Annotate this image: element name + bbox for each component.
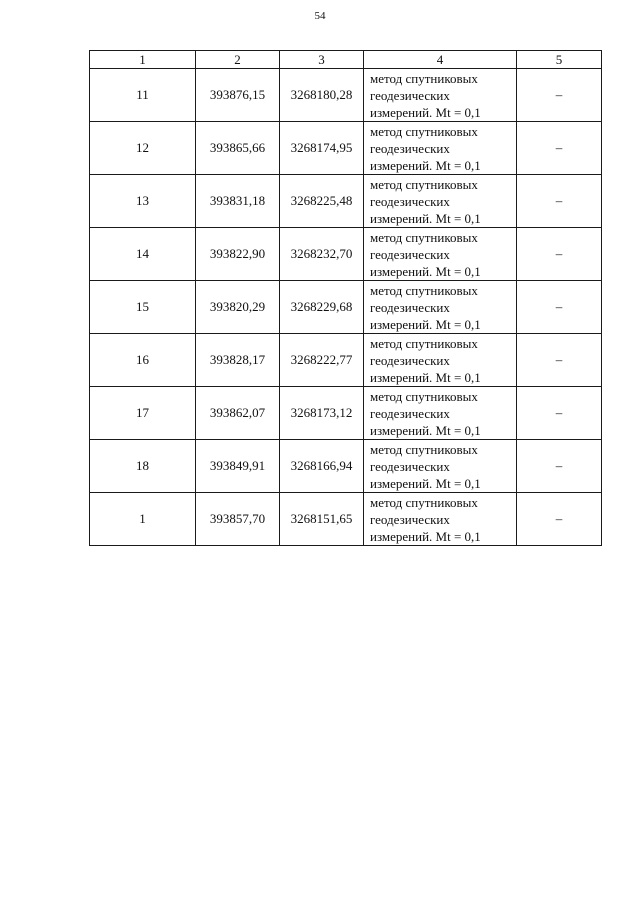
coordinate-y: 3268225,48 xyxy=(280,175,364,228)
point-number: 11 xyxy=(90,69,196,122)
point-number: 15 xyxy=(90,281,196,334)
page-number: 54 xyxy=(314,10,326,22)
col5-value: – xyxy=(517,440,602,493)
method-line-3: измерений. Mt = 0,1 xyxy=(370,369,481,385)
method-description xyxy=(364,281,517,334)
method-line-3: измерений. Mt = 0,1 xyxy=(370,263,481,279)
coordinate-x: 393865,66 xyxy=(196,122,280,175)
table-row xyxy=(90,228,602,281)
point-number: 1 xyxy=(90,493,196,546)
coordinate-y: 3268174,95 xyxy=(280,122,364,175)
method-line-1: метод спутниковых xyxy=(370,494,478,510)
method-line-1: метод спутниковых xyxy=(370,282,478,298)
method-line-2: геодезических xyxy=(370,299,450,315)
table-row xyxy=(90,440,602,493)
method-line-2: геодезических xyxy=(370,140,450,156)
coordinate-y: 3268232,70 xyxy=(280,228,364,281)
coordinate-x: 393849,91 xyxy=(196,440,280,493)
table-row xyxy=(90,69,602,122)
method-description xyxy=(364,175,517,228)
coordinate-x: 393831,18 xyxy=(196,175,280,228)
coordinate-x: 393820,29 xyxy=(196,281,280,334)
method-line-1: метод спутниковых xyxy=(370,229,478,245)
col5-value: – xyxy=(517,334,602,387)
table-row xyxy=(90,493,602,546)
point-number: 13 xyxy=(90,175,196,228)
header-col-2: 2 xyxy=(196,51,280,69)
method-description xyxy=(364,493,517,546)
coordinate-x: 393862,07 xyxy=(196,387,280,440)
method-line-3: измерений. Mt = 0,1 xyxy=(370,104,481,120)
method-description xyxy=(364,122,517,175)
method-line-1: метод спутниковых xyxy=(370,70,478,86)
table-row xyxy=(90,334,602,387)
method-description xyxy=(364,387,517,440)
method-line-3: измерений. Mt = 0,1 xyxy=(370,422,481,438)
coordinate-y: 3268166,94 xyxy=(280,440,364,493)
method-line-2: геодезических xyxy=(370,246,450,262)
col5-value: – xyxy=(517,281,602,334)
method-line-2: геодезических xyxy=(370,511,450,527)
method-line-3: измерений. Mt = 0,1 xyxy=(370,316,481,332)
coordinate-y: 3268229,68 xyxy=(280,281,364,334)
method-line-1: метод спутниковых xyxy=(370,388,478,404)
table-header xyxy=(90,51,602,69)
method-line-2: геодезических xyxy=(370,458,450,474)
table-row xyxy=(90,387,602,440)
coordinate-x: 393822,90 xyxy=(196,228,280,281)
header-col-4: 4 xyxy=(364,51,517,69)
method-line-2: геодезических xyxy=(370,352,450,368)
method-line-1: метод спутниковых xyxy=(370,176,478,192)
method-line-2: геодезических xyxy=(370,193,450,209)
point-number: 18 xyxy=(90,440,196,493)
coordinate-y: 3268151,65 xyxy=(280,493,364,546)
table-row xyxy=(90,281,602,334)
col5-value: – xyxy=(517,69,602,122)
header-col-5: 5 xyxy=(517,51,602,69)
method-description xyxy=(364,228,517,281)
point-number: 16 xyxy=(90,334,196,387)
point-number: 14 xyxy=(90,228,196,281)
method-line-1: метод спутниковых xyxy=(370,123,478,139)
coordinate-y: 3268173,12 xyxy=(280,387,364,440)
method-description xyxy=(364,334,517,387)
col5-value: – xyxy=(517,493,602,546)
header-col-1: 1 xyxy=(90,51,196,69)
method-description xyxy=(364,440,517,493)
table-row xyxy=(90,175,602,228)
method-line-1: метод спутниковых xyxy=(370,335,478,351)
table-row xyxy=(90,122,602,175)
coordinate-x: 393857,70 xyxy=(196,493,280,546)
header-row xyxy=(90,51,602,69)
point-number: 12 xyxy=(90,122,196,175)
col5-value: – xyxy=(517,122,602,175)
coordinates-table xyxy=(89,50,602,546)
header-col-3: 3 xyxy=(280,51,364,69)
coordinate-x: 393876,15 xyxy=(196,69,280,122)
method-line-2: геодезических xyxy=(370,405,450,421)
point-number: 17 xyxy=(90,387,196,440)
col5-value: – xyxy=(517,228,602,281)
method-line-3: измерений. Mt = 0,1 xyxy=(370,157,481,173)
method-description xyxy=(364,69,517,122)
method-line-2: геодезических xyxy=(370,87,450,103)
method-line-1: метод спутниковых xyxy=(370,441,478,457)
method-line-3: измерений. Mt = 0,1 xyxy=(370,210,481,226)
table-body xyxy=(90,69,602,546)
col5-value: – xyxy=(517,175,602,228)
coordinate-x: 393828,17 xyxy=(196,334,280,387)
col5-value: – xyxy=(517,387,602,440)
method-line-3: измерений. Mt = 0,1 xyxy=(370,528,481,544)
coordinate-y: 3268180,28 xyxy=(280,69,364,122)
coordinate-y: 3268222,77 xyxy=(280,334,364,387)
method-line-3: измерений. Mt = 0,1 xyxy=(370,475,481,491)
